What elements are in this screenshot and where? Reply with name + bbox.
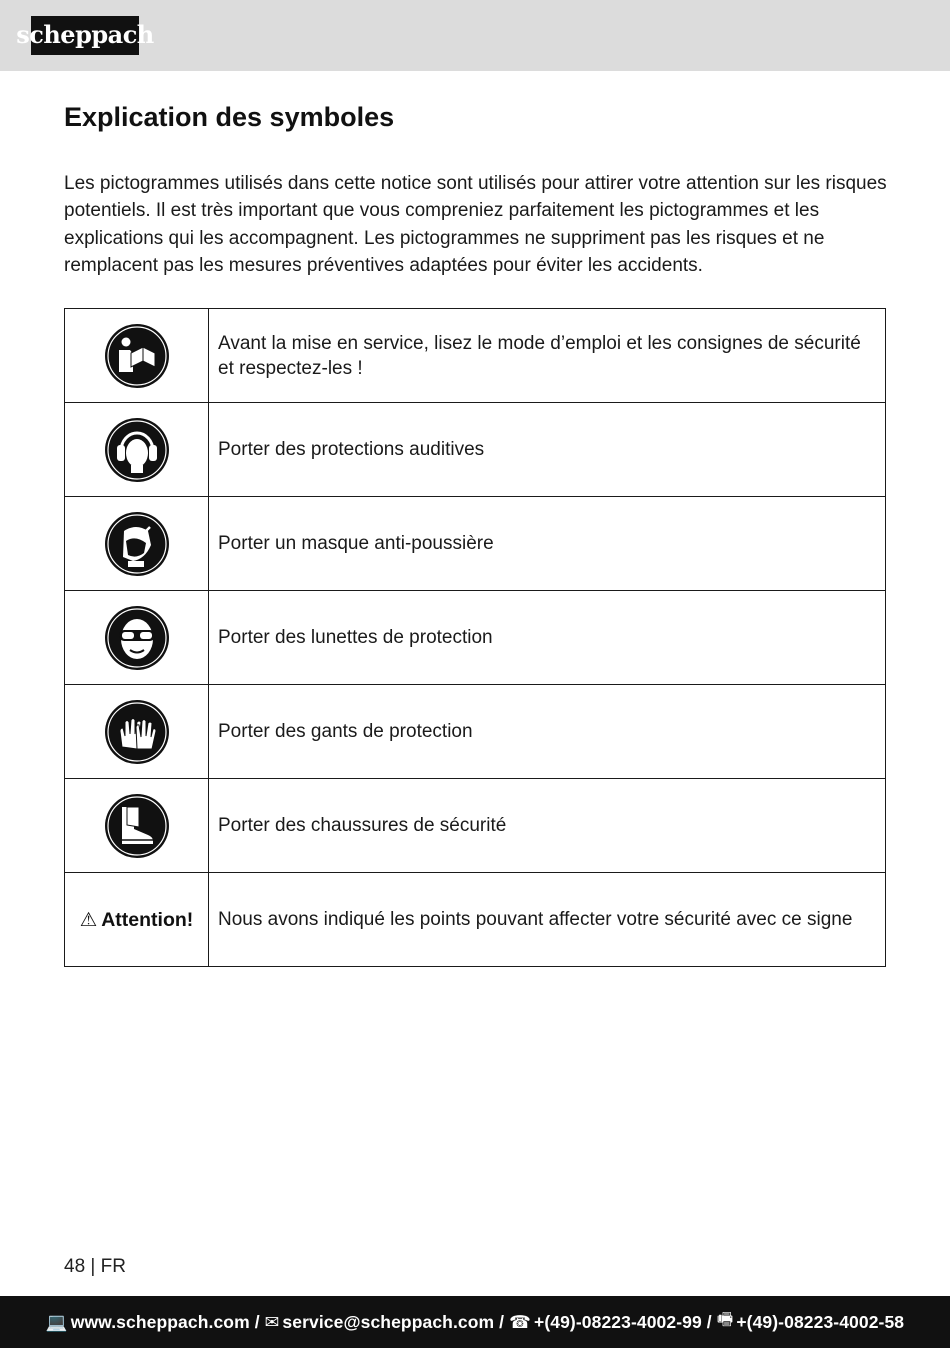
- footer-separator: /: [499, 1311, 505, 1332]
- page-separator: |: [90, 1256, 96, 1277]
- symbol-description: Avant la mise en service, lisez le mode d’emploi et les consignes de sécurité et respectez-les !: [209, 309, 886, 403]
- phone-icon: ☎: [509, 1311, 532, 1332]
- email-icon: ✉: [264, 1311, 280, 1332]
- page-number-value: 48: [64, 1256, 86, 1277]
- read-manual-icon: [104, 323, 170, 389]
- icon-cell: [65, 591, 209, 685]
- computer-icon: 💻: [45, 1311, 68, 1332]
- table-row: [65, 685, 886, 779]
- scheppach-logo[interactable]: scheppach: [31, 16, 139, 55]
- icon-cell: [65, 685, 209, 779]
- page-title: Explication des symboles: [64, 102, 395, 132]
- table-row: [65, 779, 886, 873]
- attention-description: Nous avons indiqué les points pouvant affecter votre sécurité avec ce signe: [209, 873, 886, 967]
- table-row: [65, 591, 886, 685]
- table-row: [65, 497, 886, 591]
- attention-text: Attention!: [101, 908, 194, 931]
- symbols-table: [64, 308, 886, 967]
- fax-number: +(49)-08223-4002-58: [736, 1311, 905, 1332]
- symbol-description: Porter des lunettes de protection: [209, 591, 886, 685]
- safety-boots-icon: [104, 793, 170, 859]
- dust-mask-icon: [104, 511, 170, 577]
- icon-cell: [65, 497, 209, 591]
- table-row: [65, 873, 886, 967]
- symbol-description: Porter des chaussures de sécurité: [209, 779, 886, 873]
- header-band: [0, 0, 950, 71]
- warning-triangle-icon: ⚠: [79, 908, 98, 931]
- ear-protection-icon: [104, 417, 170, 483]
- table-row: [65, 403, 886, 497]
- contact-footer: [0, 1296, 950, 1348]
- symbol-description: Porter un masque anti-poussière: [209, 497, 886, 591]
- page-number: [64, 1256, 126, 1278]
- attention-label: [80, 909, 194, 931]
- icon-cell: [65, 309, 209, 403]
- protective-gloves-icon: [104, 699, 170, 765]
- icon-cell: [65, 779, 209, 873]
- table-row: [65, 309, 886, 403]
- icon-cell: [65, 403, 209, 497]
- attention-cell: [65, 873, 209, 967]
- email-link[interactable]: service@scheppach.com: [282, 1311, 495, 1332]
- page-language: FR: [100, 1256, 126, 1277]
- symbol-description: Porter des protections auditives: [209, 403, 886, 497]
- symbol-description: Porter des gants de protection: [209, 685, 886, 779]
- footer-separator: /: [706, 1311, 712, 1332]
- fax-icon: 🖷: [716, 1309, 734, 1329]
- intro-paragraph: Les pictogrammes utilisés dans cette notice sont utilisés pour attirer votre attention sur les risques potentiels. Il est très important que vous compreniez parfaitement les pictogrammes et les explications qui les accompagnent. Les pictogrammes ne suppriment pas les risques et ne remplacent pas les mesures préventives adaptées pour éviter les accidents.: [64, 173, 887, 277]
- phone-number[interactable]: +(49)-08223-4002-99: [534, 1311, 702, 1332]
- safety-goggles-icon: [104, 605, 170, 671]
- website-link[interactable]: www.scheppach.com: [70, 1311, 250, 1332]
- footer-separator: /: [254, 1311, 260, 1332]
